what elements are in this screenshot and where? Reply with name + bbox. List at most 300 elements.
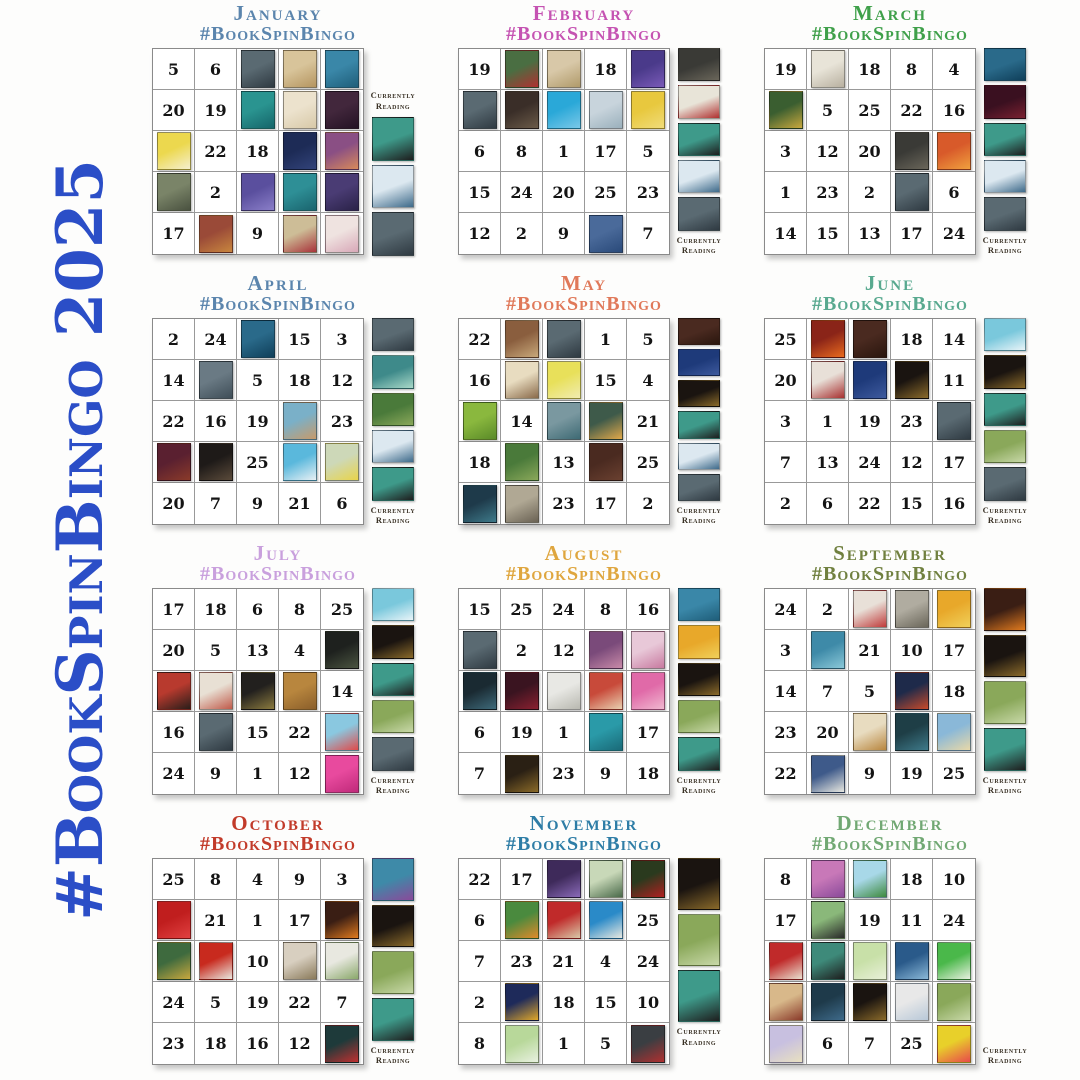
cell-number: 9 xyxy=(863,764,876,783)
bingo-cell xyxy=(933,483,975,524)
bingo-cell xyxy=(153,483,195,524)
bingo-cell xyxy=(543,671,585,712)
bingo-cell xyxy=(459,401,501,442)
bingo-cell xyxy=(891,589,933,630)
cell-number: 8 xyxy=(905,59,918,79)
cell-number: 9 xyxy=(293,869,306,889)
cell-number: 18 xyxy=(246,141,269,161)
cell-number: 13 xyxy=(246,640,269,660)
bingo-cell xyxy=(807,630,849,671)
cell-number: 15 xyxy=(816,224,839,243)
cell-number: 13 xyxy=(816,452,839,472)
currently-reading-cover xyxy=(984,467,1026,500)
bingo-cell xyxy=(195,859,237,900)
cell-number: 23 xyxy=(552,494,575,513)
month-card-body xyxy=(458,858,758,1066)
book-cover xyxy=(505,485,539,523)
book-cover xyxy=(547,672,581,710)
month-hashtag: #BookSpinBingo xyxy=(200,23,356,45)
book-cover xyxy=(463,672,497,710)
month-header xyxy=(764,2,1016,48)
book-cover xyxy=(853,361,887,399)
bingo-cell xyxy=(891,360,933,401)
cell-number: 8 xyxy=(473,1034,486,1053)
month-name: July xyxy=(253,540,303,565)
cell-number: 5 xyxy=(599,1034,612,1053)
month-name: March xyxy=(853,0,927,25)
bingo-cell xyxy=(849,900,891,941)
bingo-cell xyxy=(543,483,585,524)
bingo-cell xyxy=(195,671,237,712)
currently-reading-cover xyxy=(372,998,414,1041)
bingo-cell xyxy=(279,671,321,712)
cell-number: 23 xyxy=(510,951,533,971)
cell-number: 15 xyxy=(594,992,617,1012)
book-cover xyxy=(895,361,929,399)
book-cover xyxy=(505,50,539,88)
bingo-grid xyxy=(764,318,976,525)
month-header xyxy=(152,812,404,858)
bingo-cell xyxy=(627,401,669,442)
bingo-cell xyxy=(501,753,543,794)
currently-reading-cover xyxy=(372,355,414,388)
bingo-cell xyxy=(765,319,807,360)
book-cover xyxy=(199,361,233,399)
currently-reading-label: Currently Reading xyxy=(676,1026,722,1047)
bingo-cell xyxy=(153,1023,195,1064)
currently-reading-stack xyxy=(983,48,1027,256)
cell-number: 12 xyxy=(288,1034,311,1053)
cell-number: 9 xyxy=(251,494,264,513)
currently-reading-cover xyxy=(372,700,414,733)
cell-number: 8 xyxy=(209,869,222,889)
currently-reading-cover xyxy=(678,349,720,376)
cell-number: 18 xyxy=(204,599,227,619)
book-cover xyxy=(199,443,233,481)
cell-number: 24 xyxy=(942,224,966,243)
cell-number: 24 xyxy=(162,764,185,783)
bingo-cell xyxy=(543,859,585,900)
month-name: May xyxy=(560,270,608,295)
book-cover xyxy=(895,132,929,170)
cell-number: 1 xyxy=(251,764,264,783)
bingo-cell xyxy=(279,483,321,524)
cell-number: 4 xyxy=(948,59,960,79)
cell-number: 13 xyxy=(858,224,881,243)
cell-number: 2 xyxy=(642,494,654,513)
cell-number: 5 xyxy=(863,681,876,701)
book-cover xyxy=(631,91,665,129)
bingo-cell xyxy=(237,900,279,941)
month-hashtag: #BookSpinBingo xyxy=(812,293,968,315)
cell-number: 17 xyxy=(942,640,966,660)
bingo-grid xyxy=(764,48,976,255)
cell-number: 24 xyxy=(774,599,797,619)
book-cover xyxy=(157,901,191,939)
bingo-cell xyxy=(279,90,321,131)
month-card-body xyxy=(458,588,758,796)
bingo-cell xyxy=(627,442,669,483)
cell-number: 25 xyxy=(636,910,660,930)
bingo-cell xyxy=(195,712,237,753)
bingo-cell xyxy=(627,671,669,712)
cell-number: 9 xyxy=(599,764,612,783)
bingo-cell xyxy=(237,982,279,1023)
bingo-cell xyxy=(933,360,975,401)
currently-reading-cover xyxy=(678,737,720,770)
bingo-cell xyxy=(237,712,279,753)
bingo-cell xyxy=(153,213,195,254)
bingo-cell xyxy=(501,982,543,1023)
bingo-cell xyxy=(765,131,807,172)
book-cover xyxy=(325,901,359,939)
bingo-cell xyxy=(459,712,501,753)
cell-number: 22 xyxy=(288,992,311,1012)
bingo-cell xyxy=(279,213,321,254)
cell-number: 11 xyxy=(942,370,966,390)
bingo-cell xyxy=(153,900,195,941)
month-name: June xyxy=(864,270,916,295)
book-cover xyxy=(547,50,581,88)
currently-reading-stack xyxy=(677,318,721,526)
bingo-cell xyxy=(153,319,195,360)
book-cover xyxy=(811,901,845,939)
bingo-cell xyxy=(321,483,363,524)
cell-number: 15 xyxy=(246,722,269,742)
bingo-cell xyxy=(459,982,501,1023)
cell-number: 24 xyxy=(858,452,881,472)
bingo-cell xyxy=(459,172,501,213)
cell-number: 6 xyxy=(336,494,348,513)
currently-reading-cover xyxy=(984,355,1026,388)
cell-number: 15 xyxy=(900,494,923,513)
bingo-cell xyxy=(933,213,975,254)
cell-number: 24 xyxy=(636,951,660,971)
bingo-cell xyxy=(891,900,933,941)
currently-reading-cover xyxy=(678,123,720,156)
cell-number: 10 xyxy=(942,869,966,889)
bingo-cell xyxy=(765,712,807,753)
bingo-cell xyxy=(279,401,321,442)
month-card-march xyxy=(764,2,1064,272)
currently-reading-cover xyxy=(984,123,1026,156)
bingo-cell xyxy=(321,360,363,401)
book-cover xyxy=(325,50,359,88)
book-cover xyxy=(325,215,359,253)
bingo-cell xyxy=(627,1023,669,1064)
cell-number: 25 xyxy=(858,100,881,120)
book-cover xyxy=(241,320,275,358)
currently-reading-cover xyxy=(678,663,720,696)
bingo-cell xyxy=(585,941,627,982)
bingo-cell xyxy=(321,589,363,630)
month-name: September xyxy=(833,540,947,565)
bingo-cell xyxy=(585,630,627,671)
month-header xyxy=(458,272,710,318)
cell-number: 20 xyxy=(858,141,881,161)
month-card-april xyxy=(152,272,452,542)
bingo-cell xyxy=(543,213,585,254)
currently-reading-cover xyxy=(678,160,720,193)
cell-number: 23 xyxy=(774,722,797,742)
cell-number: 22 xyxy=(162,411,185,431)
cell-number: 2 xyxy=(515,224,528,243)
bingo-cell xyxy=(933,941,975,982)
bingo-cell xyxy=(765,483,807,524)
bingo-cell xyxy=(501,319,543,360)
bingo-cell xyxy=(849,360,891,401)
bingo-cell xyxy=(543,900,585,941)
bingo-cell xyxy=(501,1023,543,1064)
currently-reading-cover xyxy=(678,914,720,966)
bingo-cell xyxy=(891,671,933,712)
bingo-cell xyxy=(849,319,891,360)
bingo-cell xyxy=(891,90,933,131)
bingo-cell xyxy=(807,90,849,131)
bingo-cell xyxy=(807,900,849,941)
book-cover xyxy=(631,860,665,898)
currently-reading-cover xyxy=(678,318,720,345)
book-cover xyxy=(505,901,539,939)
currently-reading-stack xyxy=(677,48,721,256)
cell-number: 8 xyxy=(599,599,612,619)
bingo-cell xyxy=(627,941,669,982)
bingo-cell xyxy=(459,213,501,254)
bingo-cell xyxy=(807,360,849,401)
cell-number: 3 xyxy=(779,640,792,660)
book-cover xyxy=(505,1025,539,1063)
cell-number: 7 xyxy=(473,764,486,783)
bingo-cell xyxy=(237,671,279,712)
bingo-cell xyxy=(849,401,891,442)
cell-number: 5 xyxy=(821,100,834,120)
cell-number: 15 xyxy=(288,329,311,349)
currently-reading-cover xyxy=(372,212,414,256)
bingo-cell xyxy=(807,1023,849,1064)
currently-reading-label: Currently Reading xyxy=(982,234,1028,256)
bingo-cell xyxy=(195,49,237,90)
month-name: December xyxy=(836,810,944,835)
currently-reading-stack xyxy=(983,318,1027,526)
book-cover xyxy=(937,590,971,628)
cell-number: 19 xyxy=(204,100,227,120)
book-cover xyxy=(589,631,623,669)
cell-number: 9 xyxy=(557,224,570,243)
bingo-grid xyxy=(152,48,364,255)
bingo-cell xyxy=(459,589,501,630)
cell-number: 4 xyxy=(599,951,612,971)
book-cover xyxy=(283,942,317,980)
cell-number: 7 xyxy=(863,1034,876,1053)
bingo-cell xyxy=(891,1023,933,1064)
cell-number: 5 xyxy=(209,992,222,1012)
cell-number: 9 xyxy=(209,764,222,783)
cell-number: 2 xyxy=(167,329,180,349)
book-cover xyxy=(199,215,233,253)
cell-number: 18 xyxy=(858,59,881,79)
book-cover xyxy=(325,631,359,669)
bingo-cell xyxy=(765,90,807,131)
cell-number: 20 xyxy=(774,370,797,390)
bingo-cell xyxy=(279,360,321,401)
cell-number: 6 xyxy=(473,910,486,930)
bingo-cell xyxy=(891,941,933,982)
bingo-cell xyxy=(195,319,237,360)
bingo-cell xyxy=(891,49,933,90)
cell-number: 20 xyxy=(162,494,185,513)
book-cover xyxy=(547,361,581,399)
bingo-cell xyxy=(933,982,975,1023)
bingo-cell xyxy=(195,982,237,1023)
cell-number: 22 xyxy=(468,329,491,349)
currently-reading-cover xyxy=(984,430,1026,463)
book-cover xyxy=(895,983,929,1021)
month-hashtag: #BookSpinBingo xyxy=(200,563,356,585)
currently-reading-cover xyxy=(678,588,720,621)
bingo-cell xyxy=(933,172,975,213)
cell-number: 1 xyxy=(779,182,792,202)
bingo-cell xyxy=(543,712,585,753)
bingo-cell xyxy=(279,442,321,483)
bingo-cell xyxy=(195,589,237,630)
book-cover xyxy=(937,132,971,170)
bingo-cell xyxy=(279,712,321,753)
cell-number: 3 xyxy=(336,329,348,349)
bingo-grid xyxy=(458,858,670,1065)
bingo-cell xyxy=(237,319,279,360)
book-cover xyxy=(283,132,317,170)
book-cover xyxy=(853,860,887,898)
bingo-cell xyxy=(501,131,543,172)
cell-number: 22 xyxy=(468,869,491,889)
book-cover xyxy=(505,983,539,1021)
cell-number: 16 xyxy=(162,722,185,742)
bingo-cell xyxy=(765,630,807,671)
cell-number: 1 xyxy=(821,411,834,431)
month-card-july xyxy=(152,542,452,812)
bingo-cell xyxy=(585,442,627,483)
currently-reading-label: Currently Reading xyxy=(370,90,416,111)
bingo-cell xyxy=(237,483,279,524)
cell-number: 2 xyxy=(779,494,792,513)
book-cover xyxy=(325,132,359,170)
cell-number: 5 xyxy=(642,141,654,161)
book-cover xyxy=(853,983,887,1021)
currently-reading-cover xyxy=(372,951,414,994)
cell-number: 9 xyxy=(251,224,264,243)
bingo-cell xyxy=(765,900,807,941)
bingo-cell xyxy=(765,49,807,90)
bingo-cell xyxy=(501,589,543,630)
cell-number: 8 xyxy=(293,599,306,619)
currently-reading-stack xyxy=(677,858,721,1066)
currently-reading-cover xyxy=(372,905,414,948)
bingo-cell xyxy=(153,589,195,630)
month-header xyxy=(152,542,404,588)
bingo-cell xyxy=(849,589,891,630)
cell-number: 23 xyxy=(900,411,923,431)
cell-number: 17 xyxy=(162,599,185,619)
bingo-cell xyxy=(933,900,975,941)
book-cover xyxy=(811,361,845,399)
cell-number: 1 xyxy=(251,910,264,930)
month-card-february xyxy=(458,2,758,272)
book-cover xyxy=(895,672,929,710)
cell-number: 21 xyxy=(552,951,575,971)
bingo-cell xyxy=(501,49,543,90)
bingo-cell xyxy=(849,131,891,172)
bingo-cell xyxy=(849,442,891,483)
bingo-cell xyxy=(543,172,585,213)
cell-number: 21 xyxy=(204,910,227,930)
bingo-cell xyxy=(585,49,627,90)
cell-number: 25 xyxy=(774,329,797,349)
bingo-cell xyxy=(849,1023,891,1064)
book-cover xyxy=(505,361,539,399)
book-cover xyxy=(631,672,665,710)
bingo-cell xyxy=(849,671,891,712)
bingo-grid xyxy=(458,318,670,525)
book-cover xyxy=(631,50,665,88)
cell-number: 19 xyxy=(510,722,533,742)
cell-number: 4 xyxy=(251,869,264,889)
bingo-cell xyxy=(765,360,807,401)
bingo-cell xyxy=(849,941,891,982)
currently-reading-label: Currently Reading xyxy=(982,774,1028,796)
currently-reading-cover xyxy=(984,197,1026,230)
bingo-cell xyxy=(891,172,933,213)
book-cover xyxy=(589,713,623,751)
cell-number: 20 xyxy=(162,640,185,660)
cell-number: 25 xyxy=(942,764,966,783)
bingo-cell xyxy=(933,442,975,483)
bingo-cell xyxy=(237,941,279,982)
month-header xyxy=(458,2,710,48)
cell-number: 19 xyxy=(468,59,491,79)
bingo-cell xyxy=(321,1023,363,1064)
bingo-cell xyxy=(849,630,891,671)
bingo-cell xyxy=(459,671,501,712)
book-cover xyxy=(241,91,275,129)
book-cover xyxy=(505,320,539,358)
bingo-cell xyxy=(627,131,669,172)
cell-number: 14 xyxy=(330,681,354,701)
bingo-cell xyxy=(459,630,501,671)
book-cover xyxy=(937,942,971,980)
cell-number: 24 xyxy=(552,599,575,619)
cell-number: 25 xyxy=(636,452,660,472)
currently-reading-cover xyxy=(678,625,720,658)
book-cover xyxy=(589,672,623,710)
bingo-cell xyxy=(321,49,363,90)
book-cover xyxy=(937,1025,971,1063)
bingo-cell xyxy=(933,49,975,90)
cell-number: 18 xyxy=(900,329,923,349)
bingo-cell xyxy=(585,1023,627,1064)
cell-number: 6 xyxy=(821,494,834,513)
currently-reading-label: Currently Reading xyxy=(370,504,416,526)
book-cover xyxy=(199,713,233,751)
currently-reading-cover xyxy=(372,318,414,351)
cell-number: 16 xyxy=(942,100,966,120)
cell-number: 3 xyxy=(779,411,792,431)
bingo-cell xyxy=(627,982,669,1023)
cell-number: 25 xyxy=(330,599,354,619)
currently-reading-cover xyxy=(678,48,720,81)
bingo-cell xyxy=(807,859,849,900)
bingo-cell xyxy=(765,859,807,900)
bingo-cell xyxy=(627,859,669,900)
